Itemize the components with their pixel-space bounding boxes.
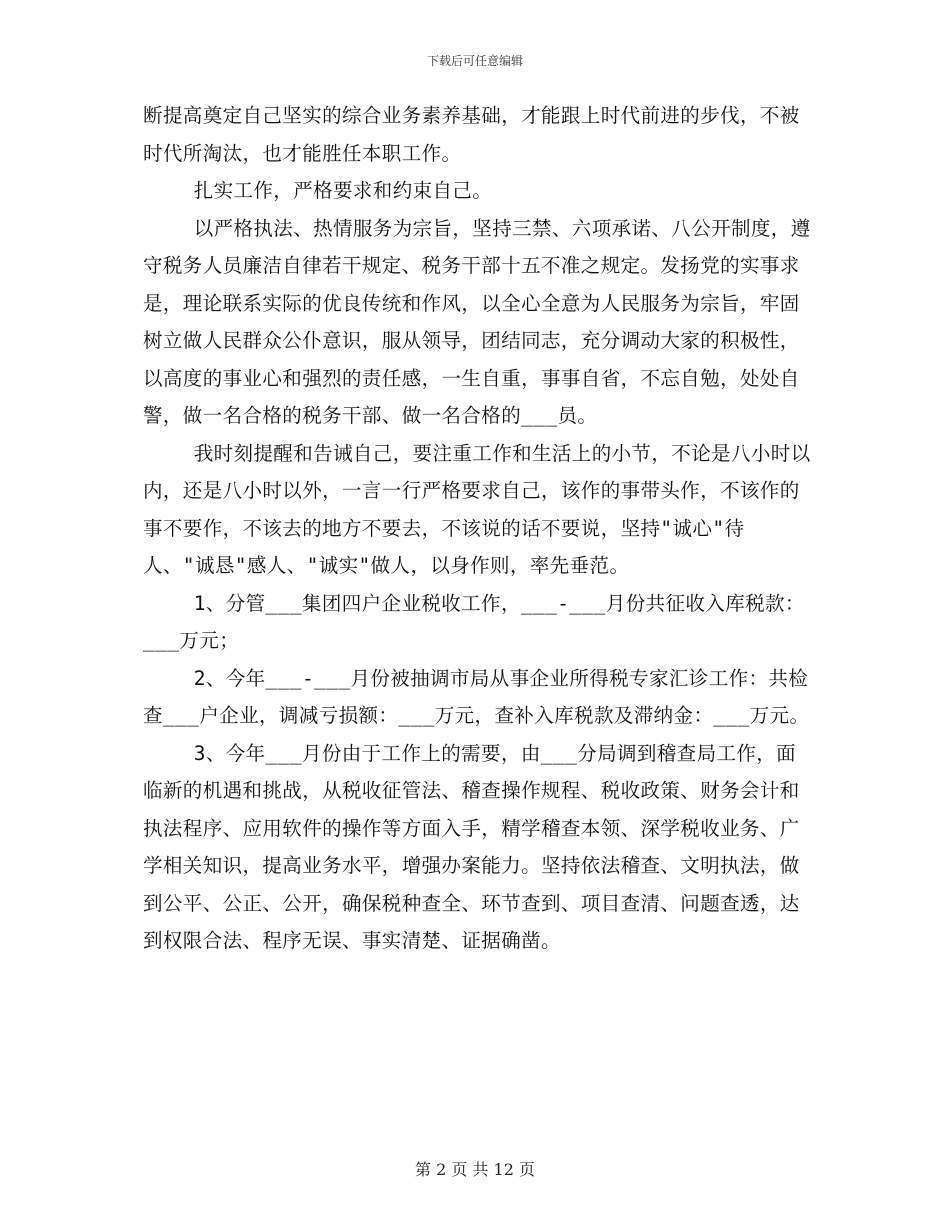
page-number-footer: 第 2 页 共 12 页 — [415, 1160, 535, 1179]
paragraph-self-reminder: 我时刻提醒和告诫自己，要注重工作和生活上的小节，不论是八小时以内，还是八小时以外，一言一行严格要求自己，该作的事带头作，不该作的事不要作，不该去的地方不要去，不该说的话不要说，坚持"诚心"待人、"诚恳"感人、"诚实"做人，以身作则，率先垂范。 — [143, 441, 811, 577]
paragraph-continuation: 断提高奠定自己坚实的综合业务素养基础，才能跟上时代前进的步伐，不被时代所淘汰，也才能胜任本职工作。 — [143, 104, 800, 165]
paragraph-item-3: 3、今年___月份由于工作上的需要，由___分局调到稽查局工作，面临新的机遇和挑战，从税收征管法、稽查操作规程、税收政策、财务会计和执法程序、应用软件的操作等方面入手，精学稽查本领、深学税收业务、广学相关知识，提高业务水平，增强办案能力。坚持依法稽查、文明执法，做到公平、公正、公开，确保税种查全、环节查到、项目查清、问题查透，达到权限合法、程序无误、事实清楚、证据确凿。 — [143, 741, 800, 952]
paragraph-item-2: 2、今年___-___月份被抽调市局从事企业所得税专家汇诊工作：共检查___户企业，调减亏损额：___万元，查补入库税款及滞纳金：___万元。 — [143, 666, 810, 727]
document-body — [143, 97, 813, 960]
page-header-note: 下载后可任意编辑 — [426, 54, 523, 68]
paragraph-discipline: 以严格执法、热情服务为宗旨，坚持三禁、六项承诺、八公开制度，遵守税务人员廉洁自律若干规定、税务干部十五不准之规定。发扬党的实事求是，理论联系实际的优良传统和作风，以全心全意为人民服务为宗旨，牢固树立做人民群众公仆意识，服从领导，团结同志，充分调动大家的积极性，以高度的事业心和强烈的责任感，一生自重，事事自省，不忘自勉，处处自警，做一名合格的税务干部、做一名合格的___员。 — [143, 216, 811, 427]
paragraph-heading: 扎实工作，严格要求和约束自己。 — [193, 179, 493, 202]
paragraph-item-1: 1、分管___集团四户企业税收工作，___-___月份共征收入库税款：___万元； — [143, 591, 805, 652]
